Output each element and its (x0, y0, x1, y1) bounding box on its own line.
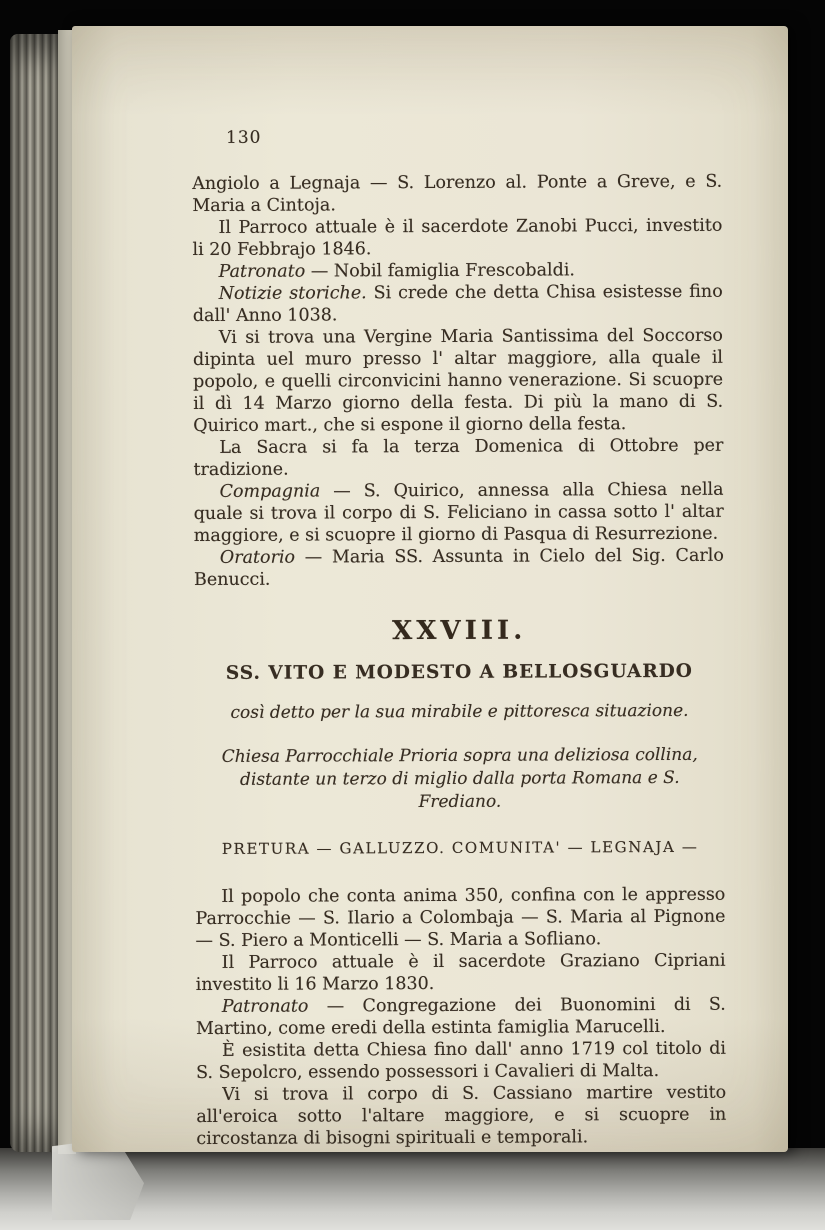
paragraph (193, 259, 723, 283)
paragraph (196, 950, 726, 996)
paragraph (194, 545, 724, 591)
page-text-block (70, 24, 791, 1153)
paragraph-text: La Sacra si fa la terza Domenica di Ottobre per tradizione. (193, 435, 724, 481)
section-motto: così detto per la sua mirabile e pittoresca situazione. (230, 700, 689, 723)
paragraph-text: Il Parroco attuale è il sacerdote Graziano Cipriani investito li 16 Marzo 1830. (195, 950, 726, 996)
paragraph (192, 215, 722, 261)
paragraph-text: È esistita detta Chiesa fino dall' anno 1719 col titolo di S. Sepolcro, essendo possessori i Cavalieri di Malta. (196, 1038, 727, 1084)
paragraph (194, 479, 724, 547)
paragraph (193, 435, 723, 481)
paragraph-lead: Notizie storiche. (218, 283, 367, 304)
section-description: Chiesa Parrocchiale Prioria sopra una deliziosa collina, distante un terzo di miglio dalla porta Romana e S. Frediano. (221, 744, 698, 813)
paragraph-text: — Maria SS. Assunta in Cielo del Sig. Carlo Benucci. (193, 545, 724, 591)
page-number: 130 (225, 127, 262, 148)
paragraph-text: Si crede che detta Chisa esistesse fino dall' Anno 1038. (192, 281, 723, 327)
paragraph (192, 171, 722, 217)
paragraph-lead: Patronato (218, 261, 306, 282)
jurisdiction-line: PRETURA — GALLUZZO. COMUNITA' — LEGNAJA — (221, 837, 699, 858)
paragraph-text: Angiolo a Legnaja — S. Lorenzo al. Ponte a Greve, e S. Maria a Cintoja. (192, 171, 723, 217)
paragraph-text: Vi si trova il corpo di S. Cassiano martire vestito all'eroica sotto l'altare maggiore, e si scuopre in circostanza di bisogni spirituali e temporali. (196, 1082, 727, 1150)
paragraph (196, 994, 726, 1040)
paragraph-text: Il popolo che conta anima 350, confina con le appresso Parrocchie — S. Ilario a Colombaja — S. Maria al Pignone — S. Piero a Monticelli — S. Maria a Sofliano. (195, 884, 726, 952)
paragraph-lead: Oratorio (219, 547, 296, 568)
paragraph (193, 281, 723, 327)
paragraph (196, 1082, 726, 1150)
paragraph-text: — S. Quirico, annessa alla Chiesa nella quale si trova il corpo di S. Feliciano in cassa sotto l' altar maggiore, e si scuopre il giorno di Pasqua di Resurrezione. (193, 479, 724, 547)
paragraph (193, 325, 723, 437)
paragraph-lead: Compagnia (219, 481, 321, 502)
paragraph-text: — Nobil famiglia Frescobaldi. (305, 260, 576, 282)
paragraph-lead: Patronato (221, 996, 309, 1017)
chapter-heading: XXVIII. (392, 615, 527, 647)
paragraph-text: Il Parroco attuale è il sacerdote Zanobi Pucci, investito li 20 Febbrajo 1846. (192, 215, 723, 261)
book-page (72, 26, 788, 1152)
paragraph-text: — Congregazione dei Buonomini di S. Martino, come eredi della estinta famiglia Marucelli. (195, 994, 726, 1040)
paragraph (196, 1038, 726, 1084)
page-stack-edges (10, 34, 62, 1152)
section-title: SS. VITO E MODESTO A BELLOSGUARDO (225, 660, 693, 684)
paragraph-text: Vi si trova una Vergine Maria Santissima del Soccorso dipinta uel muro presso l' altar maggiore, alla quale il popolo, e quelli circonvicini hanno venerazione. Si scuopre il dì 14 Marzo giorno della festa. Di più la mano di S. Quirico mart., che si espone il giorno della festa. (192, 325, 724, 437)
paragraph (195, 884, 725, 952)
